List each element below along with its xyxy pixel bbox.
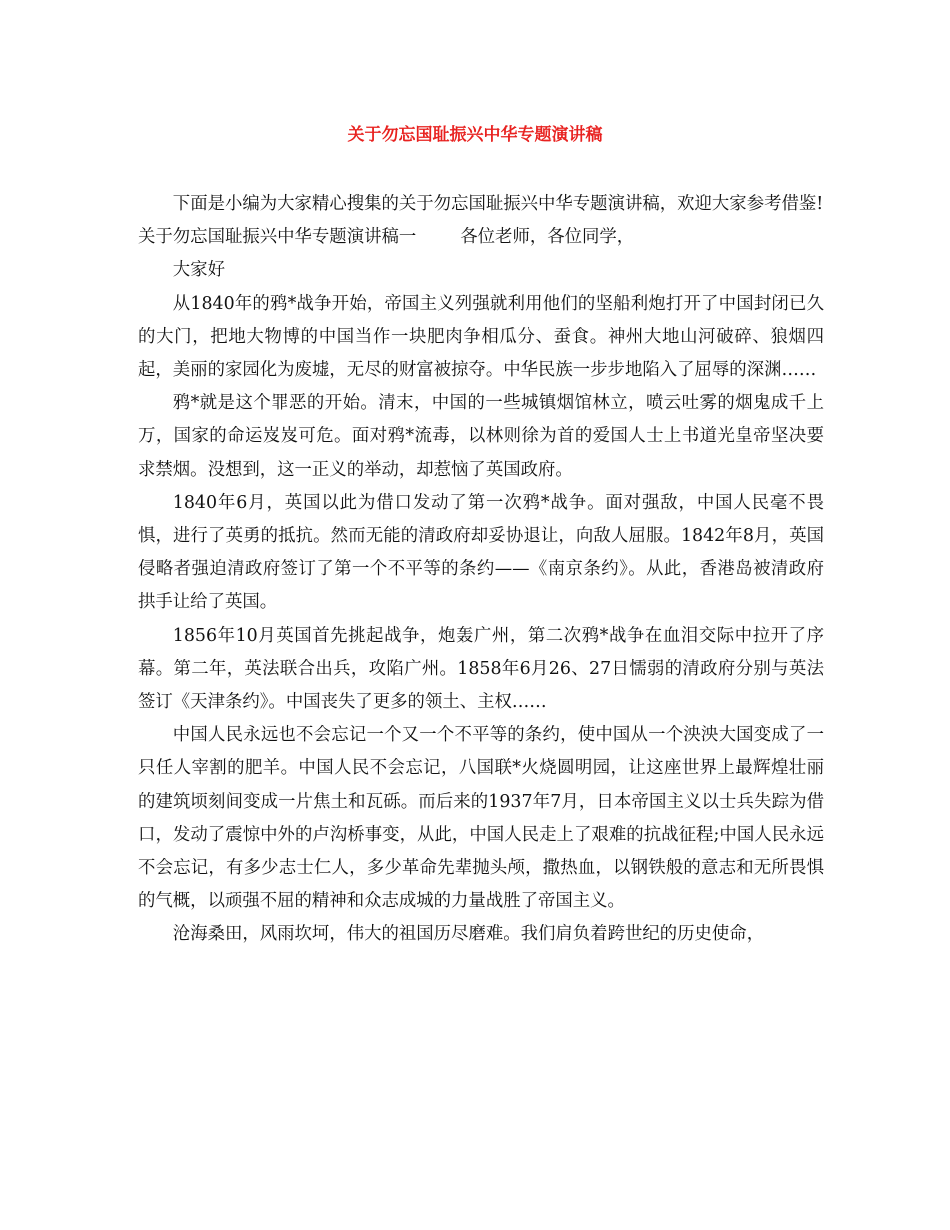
- salutation: 各位老师，各位同学，: [460, 227, 635, 248]
- document-body: [138, 188, 824, 952]
- greeting: 大家好: [172, 260, 225, 281]
- body-paragraph: 1856年10月英国首先挑起战争，炮轰广州，第二次鸦*战争在血泪交际中拉开了序幕。第二年，英法联合出兵，攻陷广州。1858年6月26、27日懦弱的清政府分别与英法签订《天津条约》。中国丧失了更多的领土、主权……: [138, 625, 824, 713]
- body-paragraph: 鸦*就是这个罪恶的开始。清末，中国的一些城镇烟馆林立，喷云吐雾的烟鬼成千上万，国家的命运岌岌可危。面对鸦*流毒，以林则徐为首的爱国人士上书道光皇帝坚决要求禁烟。没想到，这一正义的举动，却惹恼了英国政府。: [138, 393, 824, 480]
- body-paragraph: 从1840年的鸦*战争开始，帝国主义列强就利用他们的坚船利炮打开了中国封闭已久的大门，把地大物博的中国当作一块肥肉争相瓜分、蚕食。神州大地山河破碎、狼烟四起，美丽的家园化为废墟，无尽的财富被掠夺。中华民族一步步地陷入了屈辱的深渊……: [138, 293, 824, 381]
- section-heading: 关于勿忘国耻振兴中华专题演讲稿一: [138, 227, 417, 248]
- section-heading-line: [138, 221, 824, 254]
- body-paragraph: 1840年6月，英国以此为借口发动了第一次鸦*战争。面对强敌，中国人民毫不畏惧，进行了英勇的抵抗。然而无能的清政府却妥协退让，向敌人屈服。1842年8月，英国侵略者强迫清政府签订了第一个不平等的条约——《南京条约》。从此，香港岛被清政府拱手让给了英国。: [138, 492, 824, 613]
- body-paragraph: 沧海桑田，风雨坎坷，伟大的祖国历尽磨难。我们肩负着跨世纪的历史使命，: [172, 924, 765, 945]
- document-title: 关于勿忘国耻振兴中华专题演讲稿: [347, 125, 603, 145]
- intro-paragraph: 下面是小编为大家精心搜集的关于勿忘国耻振兴中华专题演讲稿，欢迎大家参考借鉴!: [172, 194, 824, 214]
- body-paragraph: 中国人民永远也不会忘记一个又一个不平等的条约，使中国从一个泱泱大国变成了一只任人宰割的肥羊。中国人民不会忘记，八国联*火烧圆明园，让这座世界上最辉煌壮丽的建筑顷刻间变成一片焦土和瓦砾。而后来的1937年7月，日本帝国主义以士兵失踪为借口，发动了震惊中外的卢沟桥事变，从此，中国人民走上了艰难的抗战征程;中国人民永远不会忘记，有多少志士仁人，多少革命先辈抛头颅，撒热血，以钢铁般的意志和无所畏惧的气概，以顽强不屈的精神和众志成城的力量战胜了帝国主义。: [138, 725, 824, 912]
